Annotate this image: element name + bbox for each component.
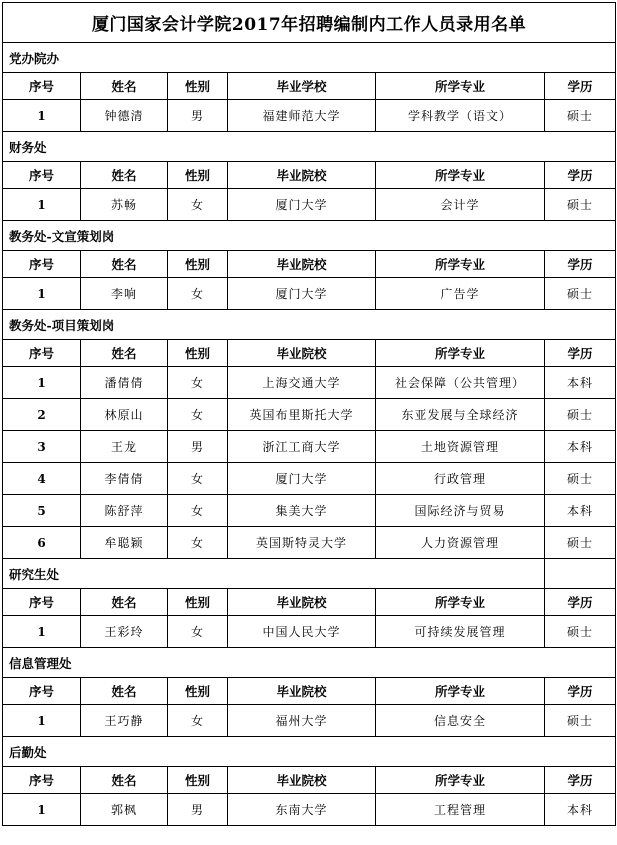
- column-header-row: [3, 767, 616, 794]
- cell-major: 可持续发展管理: [376, 616, 545, 648]
- column-header-gender: 性别: [168, 678, 228, 705]
- cell-school: 厦门大学: [228, 278, 376, 310]
- section-title: 研究生处: [3, 559, 545, 589]
- cell-degree: 硕士: [545, 278, 616, 310]
- cell-name: 李响: [81, 278, 168, 310]
- cell-major: 学科教学（语文）: [376, 100, 545, 132]
- column-header-name: 姓名: [81, 767, 168, 794]
- cell-degree: 硕士: [545, 189, 616, 221]
- column-header-gender: 性别: [168, 340, 228, 367]
- document-sheet: [2, 2, 615, 826]
- cell-school: 东南大学: [228, 794, 376, 826]
- cell-name: 王龙: [81, 431, 168, 463]
- cell-name: 钟德清: [81, 100, 168, 132]
- column-header-seq: 序号: [3, 589, 81, 616]
- cell-degree: 硕士: [545, 399, 616, 431]
- cell-school: 上海交通大学: [228, 367, 376, 399]
- cell-name: 苏畅: [81, 189, 168, 221]
- section-row: [3, 648, 616, 678]
- cell-school: 厦门大学: [228, 189, 376, 221]
- cell-major: 国际经济与贸易: [376, 495, 545, 527]
- cell-gender: 女: [168, 616, 228, 648]
- section-title: 信息管理处: [3, 648, 616, 678]
- section-title: 教务处-项目策划岗: [3, 310, 616, 340]
- cell-seq: 5: [3, 495, 81, 527]
- column-header-seq: 序号: [3, 340, 81, 367]
- column-header-major: 所学专业: [376, 678, 545, 705]
- cell-degree: 硕士: [545, 463, 616, 495]
- column-header-gender: 性别: [168, 589, 228, 616]
- column-header-major: 所学专业: [376, 162, 545, 189]
- blank-cell: [545, 559, 616, 589]
- cell-seq: 1: [3, 189, 81, 221]
- column-header-major: 所学专业: [376, 251, 545, 278]
- column-header-seq: 序号: [3, 162, 81, 189]
- cell-seq: 4: [3, 463, 81, 495]
- table-row: [3, 431, 616, 463]
- section-title: 党办院办: [3, 43, 616, 73]
- cell-degree: 本科: [545, 367, 616, 399]
- table-row: [3, 189, 616, 221]
- cell-school: 浙江工商大学: [228, 431, 376, 463]
- cell-seq: 1: [3, 367, 81, 399]
- column-header-row: [3, 162, 616, 189]
- column-header-seq: 序号: [3, 251, 81, 278]
- cell-gender: 男: [168, 794, 228, 826]
- table-row: [3, 278, 616, 310]
- cell-gender: 女: [168, 399, 228, 431]
- cell-gender: 男: [168, 431, 228, 463]
- cell-degree: 硕士: [545, 705, 616, 737]
- cell-degree: 硕士: [545, 616, 616, 648]
- section-title: 财务处: [3, 132, 616, 162]
- column-header-row: [3, 589, 616, 616]
- table-row: [3, 463, 616, 495]
- table-row: [3, 616, 616, 648]
- column-header-name: 姓名: [81, 340, 168, 367]
- cell-major: 会计学: [376, 189, 545, 221]
- cell-school: 集美大学: [228, 495, 376, 527]
- cell-seq: 1: [3, 794, 81, 826]
- column-header-major: 所学专业: [376, 340, 545, 367]
- column-header-row: [3, 340, 616, 367]
- section-title: 教务处-文宣策划岗: [3, 221, 616, 251]
- column-header-major: 所学专业: [376, 73, 545, 100]
- column-header-school: 毕业院校: [228, 589, 376, 616]
- column-header-school: 毕业院校: [228, 678, 376, 705]
- column-header-name: 姓名: [81, 162, 168, 189]
- section-row: [3, 737, 616, 767]
- cell-seq: 3: [3, 431, 81, 463]
- cell-degree: 本科: [545, 495, 616, 527]
- cell-gender: 女: [168, 463, 228, 495]
- cell-name: 郭枫: [81, 794, 168, 826]
- cell-name: 李倩倩: [81, 463, 168, 495]
- column-header-seq: 序号: [3, 73, 81, 100]
- cell-name: 陈舒萍: [81, 495, 168, 527]
- document-title: 厦门国家会计学院2017年招聘编制内工作人员录用名单: [3, 3, 616, 43]
- cell-gender: 女: [168, 527, 228, 559]
- column-header-gender: 性别: [168, 767, 228, 794]
- cell-name: 王彩玲: [81, 616, 168, 648]
- cell-gender: 女: [168, 189, 228, 221]
- column-header-name: 姓名: [81, 251, 168, 278]
- column-header-degree: 学历: [545, 162, 616, 189]
- cell-major: 工程管理: [376, 794, 545, 826]
- section-row: [3, 221, 616, 251]
- column-header-row: [3, 251, 616, 278]
- section-row: [3, 310, 616, 340]
- column-header-degree: 学历: [545, 678, 616, 705]
- cell-major: 信息安全: [376, 705, 545, 737]
- cell-gender: 女: [168, 278, 228, 310]
- column-header-seq: 序号: [3, 767, 81, 794]
- cell-school: 中国人民大学: [228, 616, 376, 648]
- cell-major: 东亚发展与全球经济: [376, 399, 545, 431]
- cell-gender: 男: [168, 100, 228, 132]
- column-header-major: 所学专业: [376, 589, 545, 616]
- column-header-row: [3, 678, 616, 705]
- column-header-school: 毕业院校: [228, 251, 376, 278]
- cell-school: 英国布里斯托大学: [228, 399, 376, 431]
- cell-school: 福州大学: [228, 705, 376, 737]
- cell-major: 社会保障（公共管理）: [376, 367, 545, 399]
- column-header-row: [3, 73, 616, 100]
- section-title: 后勤处: [3, 737, 616, 767]
- cell-seq: 6: [3, 527, 81, 559]
- column-header-gender: 性别: [168, 251, 228, 278]
- column-header-seq: 序号: [3, 678, 81, 705]
- section-row: [3, 132, 616, 162]
- cell-major: 行政管理: [376, 463, 545, 495]
- section-row: [3, 559, 616, 589]
- column-header-major: 所学专业: [376, 767, 545, 794]
- column-header-degree: 学历: [545, 767, 616, 794]
- cell-degree: 本科: [545, 431, 616, 463]
- table-row: [3, 367, 616, 399]
- column-header-school: 毕业院校: [228, 162, 376, 189]
- cell-seq: 1: [3, 616, 81, 648]
- column-header-degree: 学历: [545, 73, 616, 100]
- column-header-gender: 性别: [168, 162, 228, 189]
- cell-degree: 本科: [545, 794, 616, 826]
- table-row: [3, 495, 616, 527]
- column-header-name: 姓名: [81, 678, 168, 705]
- cell-major: 广告学: [376, 278, 545, 310]
- cell-seq: 1: [3, 100, 81, 132]
- table-row: [3, 794, 616, 826]
- section-row: [3, 43, 616, 73]
- cell-name: 牟聪颖: [81, 527, 168, 559]
- cell-gender: 女: [168, 367, 228, 399]
- column-header-degree: 学历: [545, 251, 616, 278]
- hiring-list-table: [2, 2, 616, 826]
- column-header-school: 毕业院校: [228, 340, 376, 367]
- column-header-school: 毕业学校: [228, 73, 376, 100]
- cell-degree: 硕士: [545, 527, 616, 559]
- cell-school: 厦门大学: [228, 463, 376, 495]
- table-row: [3, 399, 616, 431]
- column-header-degree: 学历: [545, 340, 616, 367]
- column-header-school: 毕业院校: [228, 767, 376, 794]
- cell-gender: 女: [168, 705, 228, 737]
- cell-name: 王巧静: [81, 705, 168, 737]
- cell-major: 人力资源管理: [376, 527, 545, 559]
- column-header-name: 姓名: [81, 73, 168, 100]
- table-row: [3, 705, 616, 737]
- cell-seq: 1: [3, 278, 81, 310]
- cell-gender: 女: [168, 495, 228, 527]
- cell-major: 土地资源管理: [376, 431, 545, 463]
- cell-seq: 1: [3, 705, 81, 737]
- cell-school: 福建师范大学: [228, 100, 376, 132]
- column-header-name: 姓名: [81, 589, 168, 616]
- column-header-gender: 性别: [168, 73, 228, 100]
- column-header-degree: 学历: [545, 589, 616, 616]
- cell-school: 英国斯特灵大学: [228, 527, 376, 559]
- cell-name: 潘倩倩: [81, 367, 168, 399]
- cell-seq: 2: [3, 399, 81, 431]
- cell-degree: 硕士: [545, 100, 616, 132]
- cell-name: 林原山: [81, 399, 168, 431]
- table-row: [3, 527, 616, 559]
- table-row: [3, 100, 616, 132]
